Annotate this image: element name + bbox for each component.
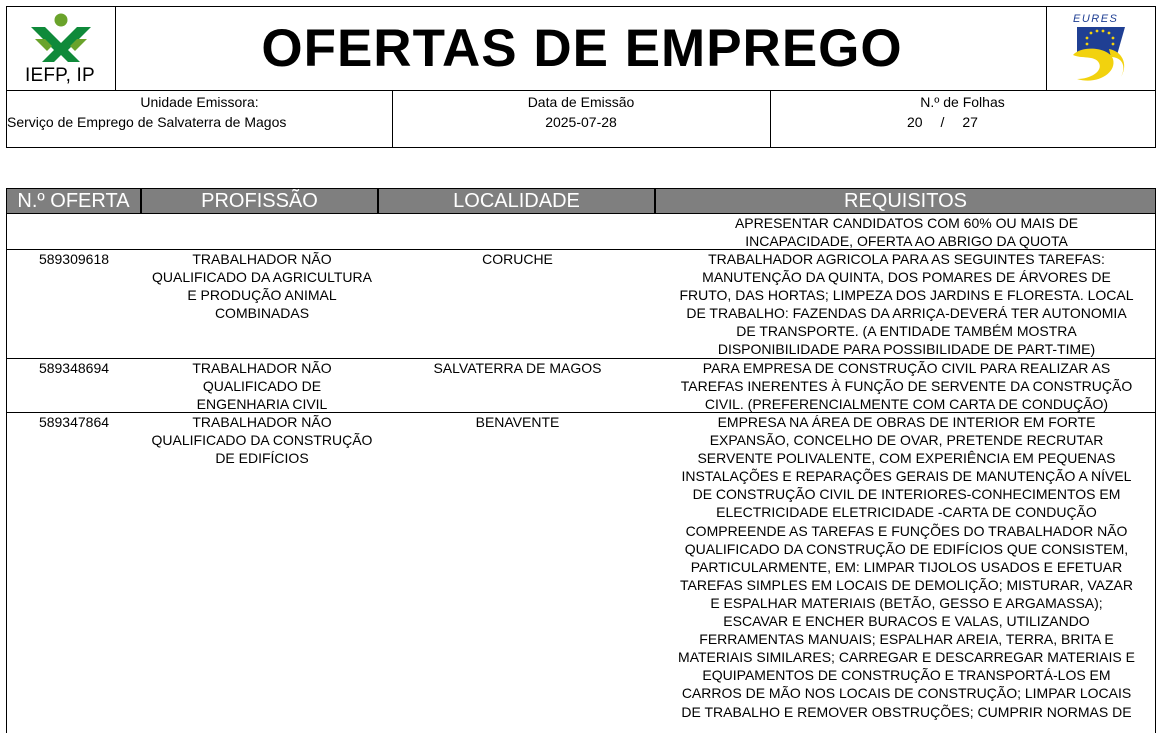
requisitos-line: DISPONIBILIDADE PARA POSSIBILIDADE DE PART-TIME) <box>717 341 1096 358</box>
data-value: 2025-07-28 <box>545 114 617 130</box>
requisitos-line: CIVIL. (PREFERENCIALMENTE COM CARTA DE CONDUÇÃO) <box>704 396 1109 413</box>
requisitos-cell <box>657 214 1156 250</box>
requisitos-line: FERRAMENTAS MANUAIS; ESPALHAR AREIA, TERRA, BRITA E <box>699 631 1114 648</box>
localidade-cell: CORUCHE <box>482 251 553 267</box>
requisitos-line: DE TRABALHO: FAZENDAS DA ARRIÇA-DEVERÁ TER AUTONOMIA <box>686 305 1127 322</box>
requisitos-line: EMPRESA NA ÁREA DE OBRAS DE INTERIOR EM FORTE <box>717 414 1096 430</box>
iefp-logo <box>7 7 116 90</box>
column-header-oferta: N.º OFERTA <box>7 189 140 213</box>
folhas-total: 27 <box>962 114 978 130</box>
profissao-cell: TRABALHADOR NÃO QUALIFICADO DA CONSTRUÇÃO DE EDIFÍCIOS <box>151 414 373 467</box>
document-info-bar <box>6 91 1156 148</box>
requisitos-line: MATERIAIS SIMILARES; CARREGAR E DESCARREGAR MATERIAIS E <box>678 649 1135 666</box>
unidade-label: Unidade Emissora: <box>140 94 259 110</box>
numero-folhas <box>770 91 1155 147</box>
column-header-profissao: PROFISSÃO <box>142 189 377 213</box>
oferta-cell: 589309618 <box>38 251 110 267</box>
table-row <box>6 250 1156 359</box>
unidade-value: Serviço de Emprego de Salvaterra de Magos <box>7 114 287 130</box>
requisitos-line: MANUTENÇÃO DA QUINTA, DOS POMARES DE ÁRVORES DE <box>702 269 1111 286</box>
requisitos-line: ELECTRICIDADE ELETRICIDADE -CARTA DE CONDUÇÃO <box>716 504 1097 521</box>
table-row <box>6 214 1156 250</box>
eures-emblem-icon <box>1047 7 1155 90</box>
requisitos-line: QUALIFICADO DA CONSTRUÇÃO DE EDIFÍCIOS QUE CONSISTEM, <box>684 540 1129 557</box>
requisitos-line: DE TRANSPORTE. (A ENTIDADE TAMBÉM MOSTRA <box>736 323 1077 340</box>
requisitos-line: PARA EMPRESA DE CONSTRUÇÃO CIVIL PARA REALIZAR AS <box>702 360 1111 376</box>
iefp-emblem-icon <box>7 7 115 67</box>
requisitos-line: DE TRABALHO E REMOVER OBSTRUÇÕES; CUMPRIR NORMAS DE <box>681 703 1132 720</box>
localidade-cell: SALVATERRA DE MAGOS <box>433 360 602 376</box>
unidade-emissora <box>7 91 393 147</box>
table-header-row <box>6 188 1156 214</box>
eures-text: EURES <box>1073 13 1119 25</box>
folhas-current: 20 <box>907 114 923 130</box>
requisitos-line: INCAPACIDADE, OFERTA AO ABRIGO DA QUOTA <box>745 233 1068 250</box>
requisitos-line: INSTALAÇÕES E REPARAÇÕES GERAIS DE MANUTENÇÃO A NÍVEL <box>681 468 1132 485</box>
requisitos-cell <box>657 250 1156 359</box>
requisitos-line: COMPREENDE AS TAREFAS E FUNÇÕES DO TRABALHADOR NÃO <box>685 522 1128 539</box>
table-row <box>6 359 1156 413</box>
column-header-requisitos: REQUISITOS <box>656 189 1155 213</box>
requisitos-line: TAREFAS INERENTES À FUNÇÃO DE SERVENTE DA CONSTRUÇÃO <box>680 378 1133 395</box>
folhas-separator: / <box>940 114 945 130</box>
requisitos-line: SERVENTE POLIVALENTE, COM EXPERIÊNCIA EM PEQUENAS <box>697 450 1116 467</box>
logo-text: IEFP, IP <box>25 65 95 86</box>
profissao-cell: TRABALHADOR NÃO QUALIFICADO DE ENGENHARIA CIVIL <box>192 360 332 413</box>
eures-logo <box>1046 7 1155 90</box>
column-header-localidade: LOCALIDADE <box>379 189 654 213</box>
requisitos-line: EQUIPAMENTOS DE CONSTRUÇÃO E TRANSPORTÁ-LOS EM <box>702 667 1111 684</box>
data-emissao <box>392 91 771 147</box>
oferta-cell: 589348694 <box>38 360 110 376</box>
requisitos-line: E ESPALHAR MATERIAIS (BETÃO, GESSO E ARGAMASSA); <box>710 594 1103 611</box>
requisitos-line: TRABALHADOR AGRICOLA PARA AS SEGUINTES TAREFAS: <box>708 251 1105 267</box>
data-label: Data de Emissão <box>527 94 635 110</box>
oferta-cell: 589347864 <box>38 414 110 430</box>
profissao-cell: TRABALHADOR NÃO QUALIFICADO DA AGRICULTURA E PRODUÇÃO ANIMAL COMBINADAS <box>152 251 372 322</box>
requisitos-line: CARROS DE MÃO NOS LOCAIS DE CONSTRUÇÃO; LIMPAR LOCAIS <box>681 685 1132 702</box>
document-header <box>6 6 1156 91</box>
page-title: OFERTAS DE EMPREGO <box>261 19 903 78</box>
table-row <box>6 413 1156 733</box>
folhas-label: N.º de Folhas <box>920 94 1005 110</box>
localidade-cell: BENAVENTE <box>475 414 560 430</box>
requisitos-cell <box>657 413 1156 721</box>
requisitos-cell <box>657 359 1156 413</box>
requisitos-line: EXPANSÃO, CONCELHO DE OVAR, PRETENDE RECRUTAR <box>709 432 1104 449</box>
requisitos-line: APRESENTAR CANDIDATOS COM 60% OU MAIS DE <box>734 215 1079 231</box>
requisitos-line: ESCAVAR E ENCHER BURACOS E VALAS, UTILIZANDO <box>723 613 1090 630</box>
requisitos-line: TAREFAS SIMPLES EM LOCAIS DE DEMOLIÇÃO; MISTURAR, VAZAR <box>679 576 1133 593</box>
requisitos-line: FRUTO, DAS HORTAS; LIMPEZA DOS JARDINS E FLORESTA. LOCAL <box>679 287 1134 304</box>
folhas-value <box>907 114 978 130</box>
requisitos-line: PARTICULARMENTE, EM: LIMPAR TIJOLOS USADOS E EFETUAR <box>690 558 1123 575</box>
requisitos-line: DE CONSTRUÇÃO CIVIL DE INTERIORES-CONHECIMENTOS EM <box>692 486 1121 503</box>
